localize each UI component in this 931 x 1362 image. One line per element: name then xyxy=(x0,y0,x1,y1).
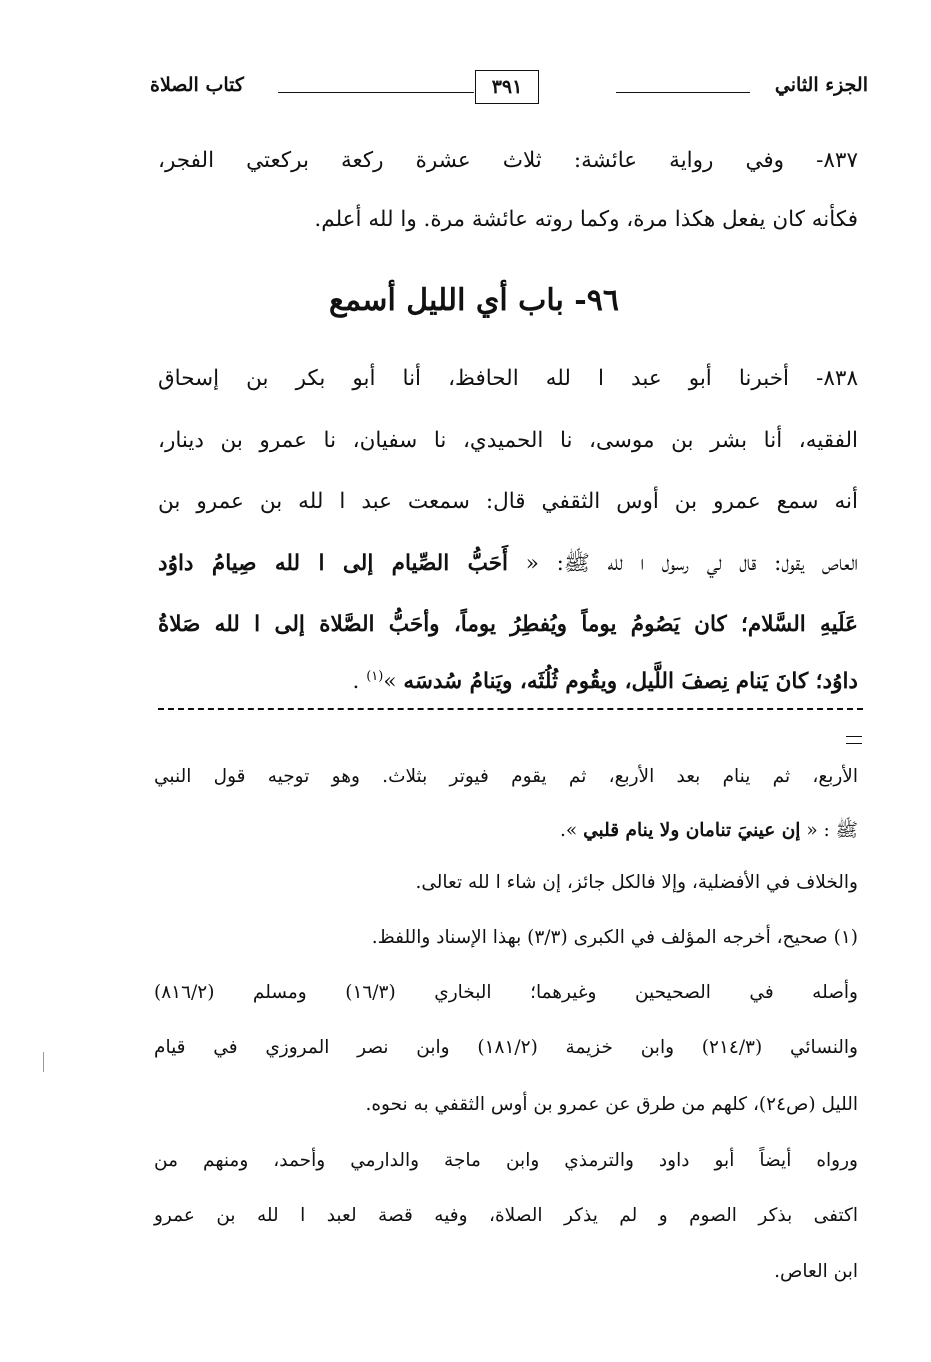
header-rule-right xyxy=(616,92,750,93)
footnote-1-line-5: ورواه أيضاً أبو داود والترمذي وابن ماجة والدارمي وأحمد، ومنهم من xyxy=(154,1150,858,1171)
footnote-1-line-3: والنسائي (٢١٤/٣) وابن خزيمة (١٨١/٢) وابن نصر المروزي في قيام xyxy=(154,1037,858,1058)
footnote-continued-line-3: والخلاف في الأفضلية، وإلا فالكل جائز، إن شاء ا لله تعالى. xyxy=(415,872,858,893)
footnote-separator xyxy=(158,708,863,710)
part-label: الجزء الثاني xyxy=(774,74,868,96)
fn-c2-plain: ﷺ : « xyxy=(800,820,858,841)
footnote-1-line-4: الليل (ص٢٤)، كلهم من طرق عن عمرو بن أوس الثقفي به نحوه. xyxy=(365,1094,858,1115)
footnote-1-line-6: اكتفى بذكر الصوم و لم يذكر الصلاة، وفيه قصة لعبد ا لله بن عمرو xyxy=(154,1205,858,1226)
margin-mark xyxy=(43,1052,44,1072)
header-rule-left xyxy=(278,92,474,93)
fn-c2-bold: إن عينيَ تنامان ولا ينام قلبي xyxy=(583,820,801,841)
page-number: ٣٩١ xyxy=(475,70,539,104)
line-end-dot: . xyxy=(352,669,367,695)
footnote-ref-1: (١) xyxy=(366,669,384,684)
hadith-line-4 xyxy=(158,550,858,581)
intro-line-2: فكأنه كان يفعل هكذا مرة، وكما روته عائشة مرة. وا لله أعلم. xyxy=(314,207,858,232)
footnote-continued-line-2 xyxy=(560,820,858,846)
continuation-mark xyxy=(846,736,862,744)
hadith-line-4-plain: العاص يقول: قال لي رسول ا لله ﷺ: « xyxy=(507,551,859,576)
footnote-1-line-1: (١) صحيح، أخرجه المؤلف في الكبرى (٣/٣) بهذا الإسناد واللفظ. xyxy=(371,927,858,948)
hadith-line-5: عَلَيهِ السَّلام؛ كان يَصُومُ يوماً ويُفطِرُ يوماً، وأحَبُّ الصَّلاة إلى ا لله صَلاةُ xyxy=(158,612,858,637)
hadith-line-1: ٨٣٨- أخبرنا أبو عبد ا لله الحافظ، أنا أبو بكر بن إسحاق xyxy=(158,366,858,391)
hadith-line-6 xyxy=(353,669,858,694)
chapter-title: ٩٦- باب أي الليل أسمع xyxy=(329,283,619,318)
footnote-1-line-7: ابن العاص. xyxy=(774,1261,858,1282)
running-header xyxy=(150,70,868,110)
hadith-quote-start: أَحَبُّ الصِّيام إلى ا لله صِيامُ داوُد xyxy=(158,551,508,576)
hadith-quote-end: داوُد؛ كانَ يَنام نِصفَ اللَّيل، ويقُوم ثُلُثَه، ويَنامُ سُدسَه xyxy=(403,669,858,695)
quote-close: » xyxy=(383,669,404,695)
book-label: كتاب الصلاة xyxy=(150,74,244,96)
footnote-continued-line-1: الأربع، ثم ينام بعد الأربع، ثم يقوم فيوتر بثلاث. وهو توجيه قول النبي xyxy=(154,766,858,787)
hadith-line-3: أنه سمع عمرو بن أوس الثقفي قال: سمعت عبد ا لله بن عمرو بن xyxy=(158,489,858,514)
intro-line-1: ٨٣٧- وفي رواية عائشة: ثلاث عشرة ركعة بركعتي الفجر، xyxy=(158,148,858,173)
fn-c2-end: ». xyxy=(560,820,584,841)
hadith-line-2: الفقيه، أنا بشر بن موسى، نا الحميدي، نا سفيان، نا عمرو بن دينار، xyxy=(158,428,858,453)
footnote-1-line-2: وأصله في الصحيحين وغيرهما؛ البخاري (١٦/٣) ومسلم (٨١٦/٢) xyxy=(154,982,858,1003)
